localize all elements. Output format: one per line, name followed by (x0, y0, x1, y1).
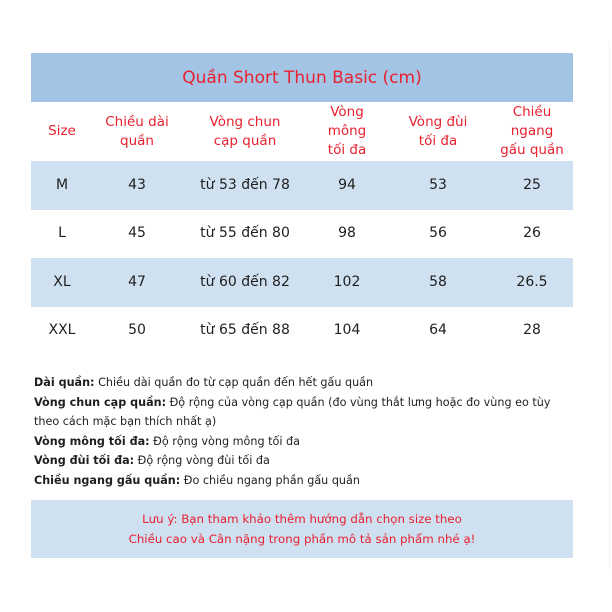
cell-thigh: 58 (429, 273, 447, 290)
cell-hip: 98 (338, 225, 356, 242)
cell-length: 50 (128, 322, 146, 339)
cell-size: L (58, 225, 66, 242)
cell-length: 45 (128, 225, 146, 242)
size-chart-table (31, 53, 573, 355)
table-header-row (31, 102, 573, 161)
header-waist: Vòng chun cạp quần (209, 113, 281, 149)
cell-hem: 26 (523, 225, 541, 242)
cell-waist: từ 65 đến 88 (200, 322, 290, 339)
header-length: Chiều dài quần (105, 113, 169, 149)
cell-length: 43 (128, 176, 146, 193)
cell-hip: 104 (333, 322, 361, 339)
cell-waist: từ 55 đến 80 (200, 225, 290, 242)
cell-length: 47 (128, 273, 146, 290)
note-item: Chiều ngang gấu quần: Đo chiều ngang phần gấu quần (34, 473, 360, 487)
cell-waist: từ 60 đến 82 (200, 273, 290, 290)
cell-thigh: 64 (429, 322, 447, 339)
header-size: Size (48, 123, 76, 139)
cell-hem: 28 (523, 322, 541, 339)
note-item: Vòng chun cạp quần: Độ rộng của vòng cạp quần (đo vùng thắt lưng hoặc đo vùng eo tùy theo cách mặc bạn thích nhất ạ) (34, 395, 551, 428)
table-row (31, 258, 573, 307)
cell-size: M (55, 176, 69, 193)
table-row (31, 210, 573, 259)
header-hem: Chiều ngang gấu quần (500, 104, 564, 158)
header-hip: Vòng mông tối đa (327, 104, 367, 158)
notice-line-2: Chiều cao và Cân nặng trong phần mô tả sản phẩm nhé ạ! (128, 532, 476, 546)
table-row (31, 161, 573, 210)
divider-line (609, 42, 610, 570)
notice-box (31, 500, 573, 558)
cell-waist: từ 53 đến 78 (200, 176, 290, 193)
measurement-notes (34, 373, 574, 490)
note-item: Dài quần: Chiều dài quần đo từ cạp quần đến hết gấu quần (34, 376, 374, 389)
notice-line-1: Lưu ý: Bạn tham khảo thêm hướng dẫn chọn size theo (142, 512, 462, 526)
table-title (31, 53, 573, 102)
cell-hip: 94 (338, 176, 356, 193)
cell-thigh: 53 (429, 176, 447, 193)
table-title-text: Quần Short Thun Basic (cm) (182, 67, 422, 88)
header-thigh: Vòng đùi tối đa (408, 113, 468, 149)
cell-hem: 26.5 (516, 273, 548, 290)
cell-size: XL (53, 273, 71, 290)
cell-hem: 25 (523, 176, 541, 193)
cell-thigh: 56 (429, 225, 447, 242)
table-row (31, 307, 573, 356)
note-item: Vòng đùi tối đa: Độ rộng vòng đùi tối đa (34, 454, 270, 467)
cell-hip: 102 (333, 273, 361, 290)
note-item: Vòng mông tối đa: Độ rộng vòng mông tối đa (34, 434, 300, 448)
cell-size: XXL (48, 322, 76, 339)
